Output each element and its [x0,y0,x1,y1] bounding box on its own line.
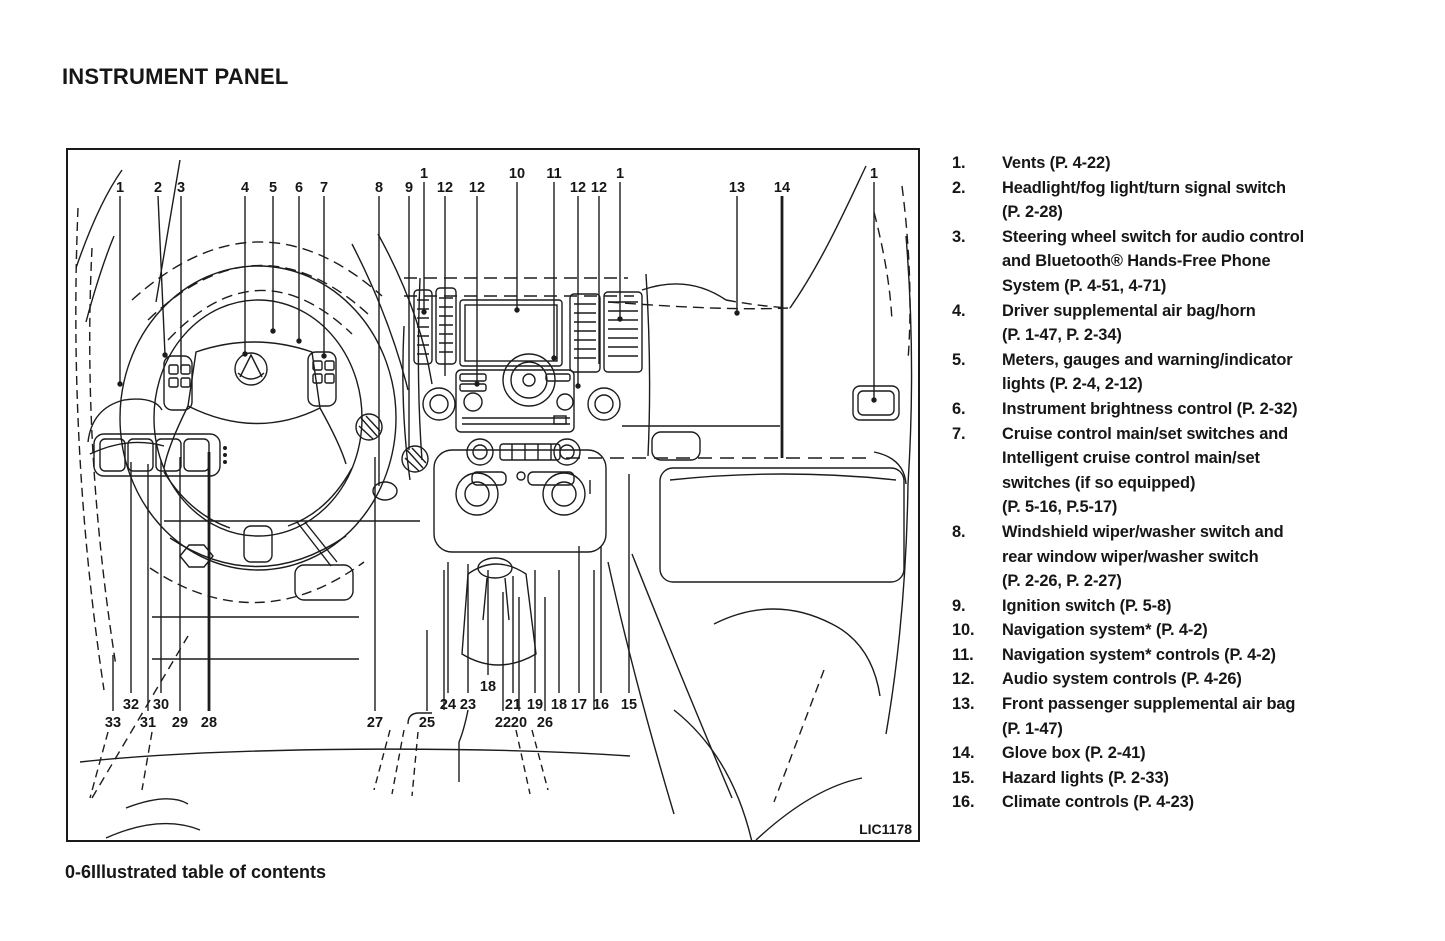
legend-item-text: Instrument brightness control (P. 2-32) [1002,399,1298,418]
legend-item-15 [952,766,1407,791]
legend-item-text: Driver supplemental air bag/horn (P. 1-47, P. 2-34) [1002,301,1256,345]
callout-dot [734,310,739,315]
page-footer [65,862,326,883]
legend-item-4 [952,299,1407,348]
legend-item-text: Ignition switch (P. 5-8) [1002,596,1172,615]
callout-label-22: 22 [494,715,512,731]
callout-label-18: 18 [479,679,497,695]
legend-item-14 [952,741,1407,766]
callout-label-15: 15 [620,697,638,713]
page-title: INSTRUMENT PANEL [62,64,289,89]
callout-label-1: 1 [615,166,625,182]
callout-dot [514,307,519,312]
legend-item-6 [952,397,1407,422]
legend-list [952,151,1407,815]
legend-item-12 [952,667,1407,692]
legend-item-number: 1. [952,154,966,172]
legend-item-text: Windshield wiper/washer switch and rear window wiper/washer switch (P. 2-26, P. 2-27) [1002,522,1284,591]
callout-label-10: 10 [508,166,526,182]
callout-label-3: 3 [176,180,186,196]
legend-item-text: Front passenger supplemental air bag (P. 1-47) [1002,695,1296,738]
legend-item-number: 13. [952,695,975,714]
legend-item-text: Glove box (P. 2-41) [1002,744,1146,763]
legend-item-number: 7. [952,424,966,443]
legend-item-number: 6. [952,399,966,418]
callout-dot [242,351,247,356]
callout-label-31: 31 [139,715,157,731]
legend-item-1 [952,151,1407,176]
callout-label-4: 4 [240,180,250,196]
legend-item-number: 4. [952,301,966,320]
callout-label-27: 27 [366,715,384,731]
legend-item-11 [952,643,1407,668]
callout-dot [321,353,326,358]
dashboard-line-art [76,160,912,840]
legend-item-number: 14. [952,744,975,763]
callout-label-28: 28 [200,715,218,731]
legend-item-text: Steering wheel switch for audio control and Bluetooth® Hands-Free Phone System (P. 4-51, 4-71) [1002,227,1305,295]
callout-label-6: 6 [294,180,304,196]
callout-label-14: 14 [773,180,791,196]
callout-dot [162,352,167,357]
legend-item-text: Cruise control main/set switches and Intelligent cruise control main/set switches (if so equipped) (P. 5-16, P.5-17) [1002,424,1289,517]
legend-item-3 [952,225,1407,299]
callout-label-11: 11 [546,166,562,182]
callout-label-8: 8 [374,180,384,196]
legend-item-number: 11. [952,645,974,664]
callout-label-16: 16 [592,697,610,713]
callout-dot [296,338,301,343]
callout-label-1: 1 [115,180,125,196]
callout-label-21: 21 [504,697,522,713]
callout-dot [421,309,426,314]
legend-item-number: 15. [952,768,975,787]
legend-item-number: 8. [952,522,966,541]
callout-dot [551,355,556,360]
legend-item-text: Hazard lights (P. 2-33) [1002,768,1169,787]
callout-label-13: 13 [728,180,746,196]
callout-label-24: 24 [439,697,457,713]
legend-item-text: Audio system controls (P. 4-26) [1002,670,1242,689]
legend-item-number: 10. [952,621,975,640]
callout-dot [270,328,275,333]
legend-item-text: Navigation system* controls (P. 4-2) [1002,645,1276,664]
callout-label-2: 2 [153,180,163,196]
footer-section-title: Illustrated table of contents [91,862,327,882]
callout-label-17: 17 [570,697,588,713]
callout-label-1: 1 [419,166,429,182]
callout-label-32: 32 [122,697,140,713]
legend-item-8 [952,520,1407,594]
legend-item-2 [952,176,1407,225]
legend-item-9 [952,594,1407,619]
legend-item-5 [952,348,1407,397]
footer-page-number: 0-6 [65,862,92,882]
callout-dot [617,316,622,321]
instrument-panel-diagram [68,150,918,840]
legend-item-number: 5. [952,350,966,369]
callout-label-12: 12 [569,180,587,196]
legend-item-text: Vents (P. 4-22) [1002,154,1111,172]
callout-label-1: 1 [869,166,879,182]
callout-label-30: 30 [152,697,170,713]
callout-label-23: 23 [459,697,477,713]
callout-label-29: 29 [171,715,189,731]
legend-item-7 [952,422,1407,520]
legend-item-number: 12. [952,670,975,689]
callout-label-7: 7 [319,180,329,196]
callout-dot [575,383,580,388]
diagram-callouts [105,166,878,731]
callout-label-25: 25 [418,715,436,731]
legend-item-number: 3. [952,227,966,246]
legend-item-16 [952,790,1407,815]
legend-item-text: Meters, gauges and warning/indicator lights (P. 2-4, 2-12) [1002,350,1293,394]
legend-item-text: Headlight/fog light/turn signal switch (P. 2-28) [1002,178,1286,222]
legend-item-text: Climate controls (P. 4-23) [1002,793,1195,812]
legend-item-text: Navigation system* (P. 4-2) [1002,621,1208,640]
instrument-panel-figure [66,148,920,842]
legend-item-13 [952,692,1407,741]
callout-label-33: 33 [104,715,122,731]
callout-dot [117,381,122,386]
legend-item-10 [952,618,1407,643]
callout-label-26: 26 [536,715,554,731]
legend-item-number: 16. [952,793,975,812]
callout-label-18: 18 [550,697,568,713]
figure-code: LIC1178 [859,821,912,837]
callout-label-12: 12 [436,180,454,196]
callout-dot [871,397,876,402]
callout-label-20: 20 [510,715,528,731]
callout-label-19: 19 [526,697,544,713]
callout-label-12: 12 [590,180,608,196]
legend-item-number: 9. [952,596,966,615]
legend-item-number: 2. [952,178,966,197]
callout-label-12: 12 [468,180,486,196]
callout-label-5: 5 [268,180,278,196]
callout-dot [474,381,479,386]
callout-label-9: 9 [404,180,414,196]
